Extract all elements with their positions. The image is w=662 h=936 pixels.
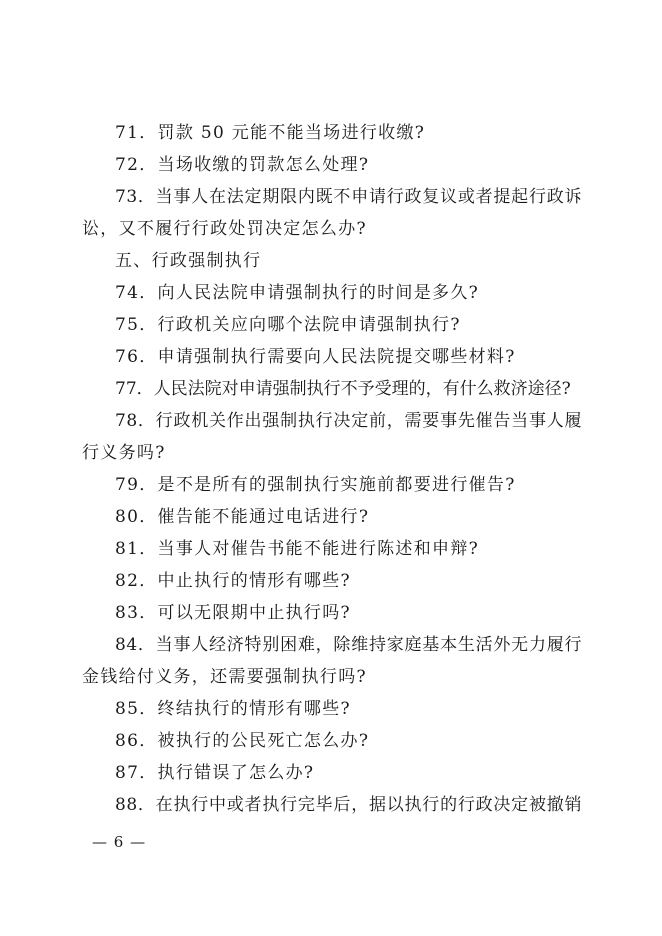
question-83: 83．可以无限期中止执行吗? (115, 603, 351, 623)
question-86: 86．被执行的公民死亡怎么办? (115, 731, 370, 751)
question-72: 72．当场收缴的罚款怎么处理? (115, 155, 370, 175)
question-78-line-1: 78．行政机关作出强制执行决定前，需要事先催告当事人履 (115, 411, 582, 431)
question-87: 87．执行错误了怎么办? (115, 763, 315, 783)
question-82: 82．中止执行的情形有哪些? (115, 571, 351, 591)
body-text (82, 117, 582, 821)
question-76: 76．申请强制执行需要向人民法院提交哪些材料? (115, 347, 516, 367)
question-73-line-1: 73．当事人在法定期限内既不申请行政复议或者提起行政诉 (115, 187, 582, 207)
question-84-line-1: 84．当事人经济特别困难，除维持家庭基本生活外无力履行 (115, 635, 582, 655)
question-74: 74．向人民法院申请强制执行的时间是多久? (115, 283, 480, 303)
question-88-line-1: 88．在执行中或者执行完毕后，据以执行的行政决定被撤销 (115, 795, 582, 815)
question-75: 75．行政机关应向哪个法院申请强制执行? (115, 315, 461, 335)
question-81: 81．当事人对催告书能不能进行陈述和申辩? (115, 539, 480, 559)
question-79: 79．是不是所有的强制执行实施前都要进行催告? (115, 475, 516, 495)
question-84-line-2: 金钱给付义务，还需要强制执行吗? (82, 667, 367, 687)
page-number: — 6 — (92, 833, 147, 851)
section-heading: 五、行政强制执行 (115, 251, 262, 271)
question-85: 85．终结执行的情形有哪些? (115, 699, 351, 719)
question-77: 77．人民法院对申请强制执行不予受理的，有什么救济途径? (115, 379, 571, 399)
question-71: 71．罚款 50 元能不能当场进行收缴? (115, 123, 426, 143)
question-80: 80．催告能不能通过电话进行? (115, 507, 370, 527)
question-73-line-2: 讼，又不履行行政处罚决定怎么办? (82, 219, 367, 239)
question-78-line-2: 行义务吗? (82, 443, 166, 463)
